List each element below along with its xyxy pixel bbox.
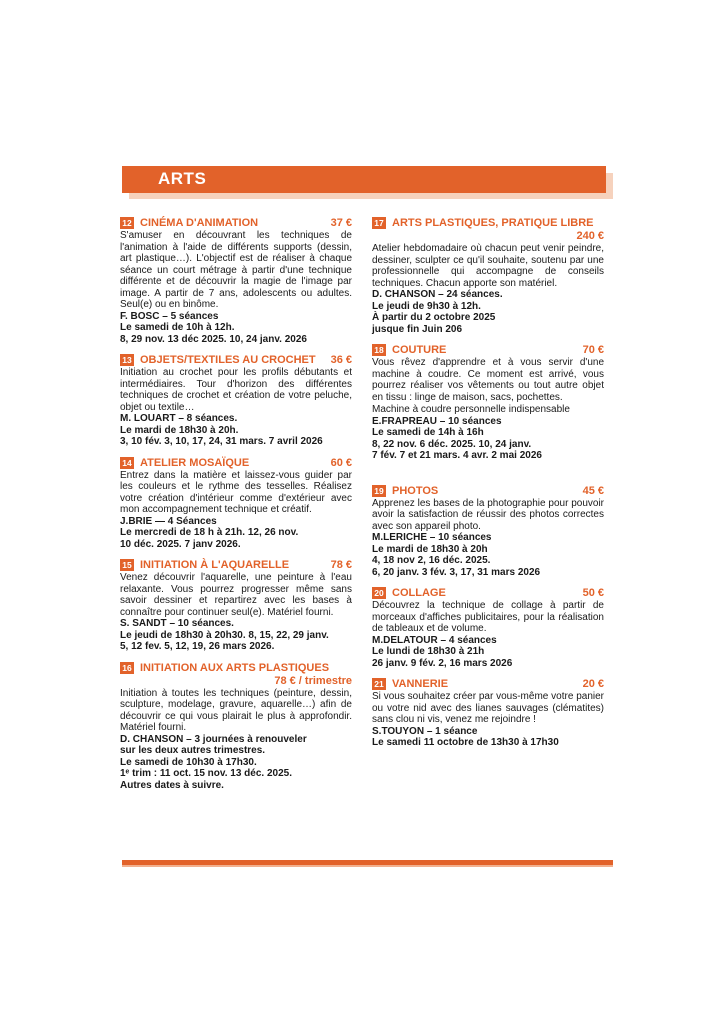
section-title: ARTS <box>158 169 207 188</box>
course-title: PHOTOS <box>392 484 439 497</box>
course-dates: 3, 10 fév. 3, 10, 17, 24, 31 mars. 7 avril 2026 <box>120 436 323 447</box>
course-number: 15 <box>120 559 134 571</box>
course-teacher: M.DELATOUR – 4 séances <box>372 634 497 646</box>
course-price: 70 € <box>582 344 604 356</box>
entry-header <box>120 353 352 367</box>
right-column <box>372 216 604 757</box>
course-description: Venez découvrir l'aquarelle, une peinture à l'eau relaxante. Vous pourrez progresser même sans savoir dessiner et repartirez avec les bases à connaître pour continuer seul(e). Matériel fourni. <box>120 572 352 618</box>
entry-header <box>372 484 604 498</box>
course-price: 20 € <box>582 678 604 690</box>
course-teacher: D. CHANSON – 3 journées à renouveler <box>120 733 307 745</box>
course-description: Initiation au crochet pour les profils débutants et intermédiaires. Tour d'horizon des différentes techniques de crochet et création de votre peluche, objet ou textile… <box>120 367 352 413</box>
course-entry-21 <box>372 677 604 749</box>
course-entry-16 <box>120 661 352 792</box>
entry-header <box>120 216 352 230</box>
course-entry-12 <box>120 216 352 345</box>
course-description: S'amuser en découvrant les techniques de l'animation à l'aide de différents supports (dessin, art plastique…). L'objectif est de réaliser à chaque séance un court métrage à partir d'une technique différente et de découvrir la magie de l'image par image. A partir de 7 ans, adolescents ou adultes. Seul(e) ou en binôme. <box>120 230 352 310</box>
course-dates: 8, 22 nov. 6 déc. 2025. 10, 24 janv. <box>372 438 532 450</box>
course-dates-2: 6, 20 janv. 3 fév. 3, 17, 31 mars 2026 <box>372 566 541 578</box>
course-schedule: Le samedi de 14h à 16h <box>372 427 484 438</box>
course-schedule: Le mardi de 18h30 à 20h. <box>120 424 239 436</box>
course-title: COUTURE <box>392 344 447 356</box>
course-entry-19 <box>372 484 604 579</box>
course-number: 18 <box>372 344 386 356</box>
entry-header <box>372 677 604 691</box>
course-description: Initiation à toutes les techniques (peinture, dessin, sculpture, modelage, gravure, aquarelle…) afin de découvrir ce qui vous plairait le plus à approfondir. Matériel fourni. <box>120 687 352 733</box>
course-description: Apprenez les bases de la photographie pour pouvoir avoir la satisfaction de réussir des photos correctes avec son appareil photo. <box>372 497 604 532</box>
course-description: Entrez dans la matière et laissez-vous guider par les couleurs et le rythme des tesselles. Réalisez votre création d'intérieur comme d'extérieur avec mon accompagnement technique et créatif. <box>120 469 352 515</box>
left-column <box>120 216 352 799</box>
course-start: À partir du 2 octobre 2025 <box>372 312 496 323</box>
course-title: COLLAGE <box>392 587 446 599</box>
course-dates: 4, 18 nov 2, 16 déc. 2025. <box>372 555 491 566</box>
course-entry-14 <box>120 456 352 551</box>
course-more-dates: Autres dates à suivre. <box>120 779 224 791</box>
course-schedule: Le mardi de 18h30 à 20h <box>372 543 488 555</box>
course-price: 37 € <box>330 217 352 229</box>
course-title: CINÉMA D'ANIMATION <box>140 217 259 229</box>
course-teacher: M. LOUART – 8 séances. <box>120 413 238 424</box>
course-number: 17 <box>372 217 386 229</box>
course-number: 12 <box>120 217 134 229</box>
course-title: ATELIER MOSAÏQUE <box>140 456 250 469</box>
course-note: Machine à coudre personnelle indispensable <box>372 404 570 415</box>
course-description: Si vous souhaitez créer par vous-même votre panier ou votre nid avec des lianes sauvages (clématites) sans clou ni vis, venez me rejoindre ! <box>372 691 604 725</box>
course-title: INITIATION À L'AQUARELLE <box>140 559 290 571</box>
course-dates: 10 déc. 2025. 7 janv 2026. <box>120 538 241 550</box>
course-schedule: Le mercredi de 18 h à 21h. 12, 26 nov. <box>120 527 299 538</box>
section-banner <box>122 166 606 193</box>
course-number: 19 <box>372 485 386 497</box>
course-number: 21 <box>372 678 386 690</box>
course-schedule: Le samedi de 10h à 12h. <box>120 322 235 333</box>
course-dates-2: 7 fév. 7 et 21 mars. 4 avr. 2 mai 2026 <box>372 450 542 461</box>
course-entry-20 <box>372 586 604 669</box>
course-dates: 8, 29 nov. 13 déc 2025. 10, 24 janv. 2026 <box>120 333 307 345</box>
course-schedule: Le lundi de 18h30 à 21h <box>372 646 485 657</box>
entry-header <box>372 216 604 230</box>
course-price: 50 € <box>582 587 604 599</box>
course-description: Découvrez la technique de collage à partir de morceaux d'affiches publicitaires, pour la réalisation de tableaux et de volume. <box>372 600 604 634</box>
course-teacher: S. SANDT – 10 séances. <box>120 618 234 629</box>
course-schedule: Le jeudi de 18h30 à 20h30. 8, 15, 22, 29 janv. <box>120 629 329 641</box>
course-schedule: Le samedi de 10h30 à 17h30. <box>120 756 257 768</box>
course-number: 14 <box>120 457 134 469</box>
course-teacher: S.TOUYON – 1 séance <box>372 725 478 737</box>
course-dates: 26 janv. 9 fév. 2, 16 mars 2026 <box>372 657 513 669</box>
course-price: 36 € <box>330 354 352 366</box>
course-dates: 1ᵉ trim : 11 oct. 15 nov. 13 déc. 2025. <box>120 768 292 779</box>
course-teacher: F. BOSC – 5 séances <box>120 310 219 322</box>
course-entry-17 <box>372 216 604 335</box>
course-entry-18 <box>372 343 604 462</box>
course-entry-13 <box>120 353 352 448</box>
course-title: VANNERIE <box>392 678 449 690</box>
course-description: Atelier hebdomadaire où chacun peut venir peindre, dessiner, sculpter ce qu'il souhaite, soutenu par une professionnelle qui accompagne de conseils techniques. Chacun apporte son matériel. <box>372 243 604 289</box>
course-number: 20 <box>372 587 386 599</box>
course-description: Vous rêvez d'apprendre et à vous servir d'une machine à coudre. Ce moment est arrivé, vous pourrez réaliser vos vêtements ou tout autre objet en tissu : linge de maison, sacs, pochettes. <box>372 357 604 403</box>
course-title: INITIATION AUX ARTS PLASTIQUES <box>140 661 330 674</box>
course-schedule: Le samedi 11 octobre de 13h30 à 17h30 <box>372 737 559 748</box>
course-price: 45 € <box>582 484 604 497</box>
course-teacher: D. CHANSON – 24 séances. <box>372 289 503 300</box>
course-price: 78 € <box>330 559 352 571</box>
course-entry-15 <box>120 558 352 653</box>
entry-header <box>372 343 604 357</box>
entry-header <box>120 456 352 470</box>
course-dates: 5, 12 fev. 5, 12, 19, 26 mars 2026. <box>120 641 275 652</box>
course-renewal: sur les deux autres trimestres. <box>120 745 266 756</box>
course-price: 240 € <box>576 230 604 242</box>
bottom-rule-shadow <box>122 865 613 867</box>
entry-header <box>372 586 604 600</box>
entry-header <box>120 661 352 675</box>
course-title: ARTS PLASTIQUES, PRATIQUE LIBRE <box>392 217 594 229</box>
course-end: jusque fin Juin 206 <box>372 323 463 335</box>
course-teacher: M.LERICHE – 10 séances <box>372 532 492 543</box>
course-title: OBJETS/TEXTILES AU CROCHET <box>140 354 316 366</box>
course-teacher: J.BRIE — 4 Séances <box>120 515 217 527</box>
entry-header <box>120 558 352 572</box>
course-price: 78 € / trimestre <box>274 674 352 687</box>
course-schedule: Le jeudi de 9h30 à 12h. <box>372 300 481 312</box>
course-price: 60 € <box>330 456 352 469</box>
course-teacher: E.FRAPREAU – 10 séances <box>372 415 502 427</box>
course-number: 13 <box>120 354 134 366</box>
course-number: 16 <box>120 662 134 674</box>
